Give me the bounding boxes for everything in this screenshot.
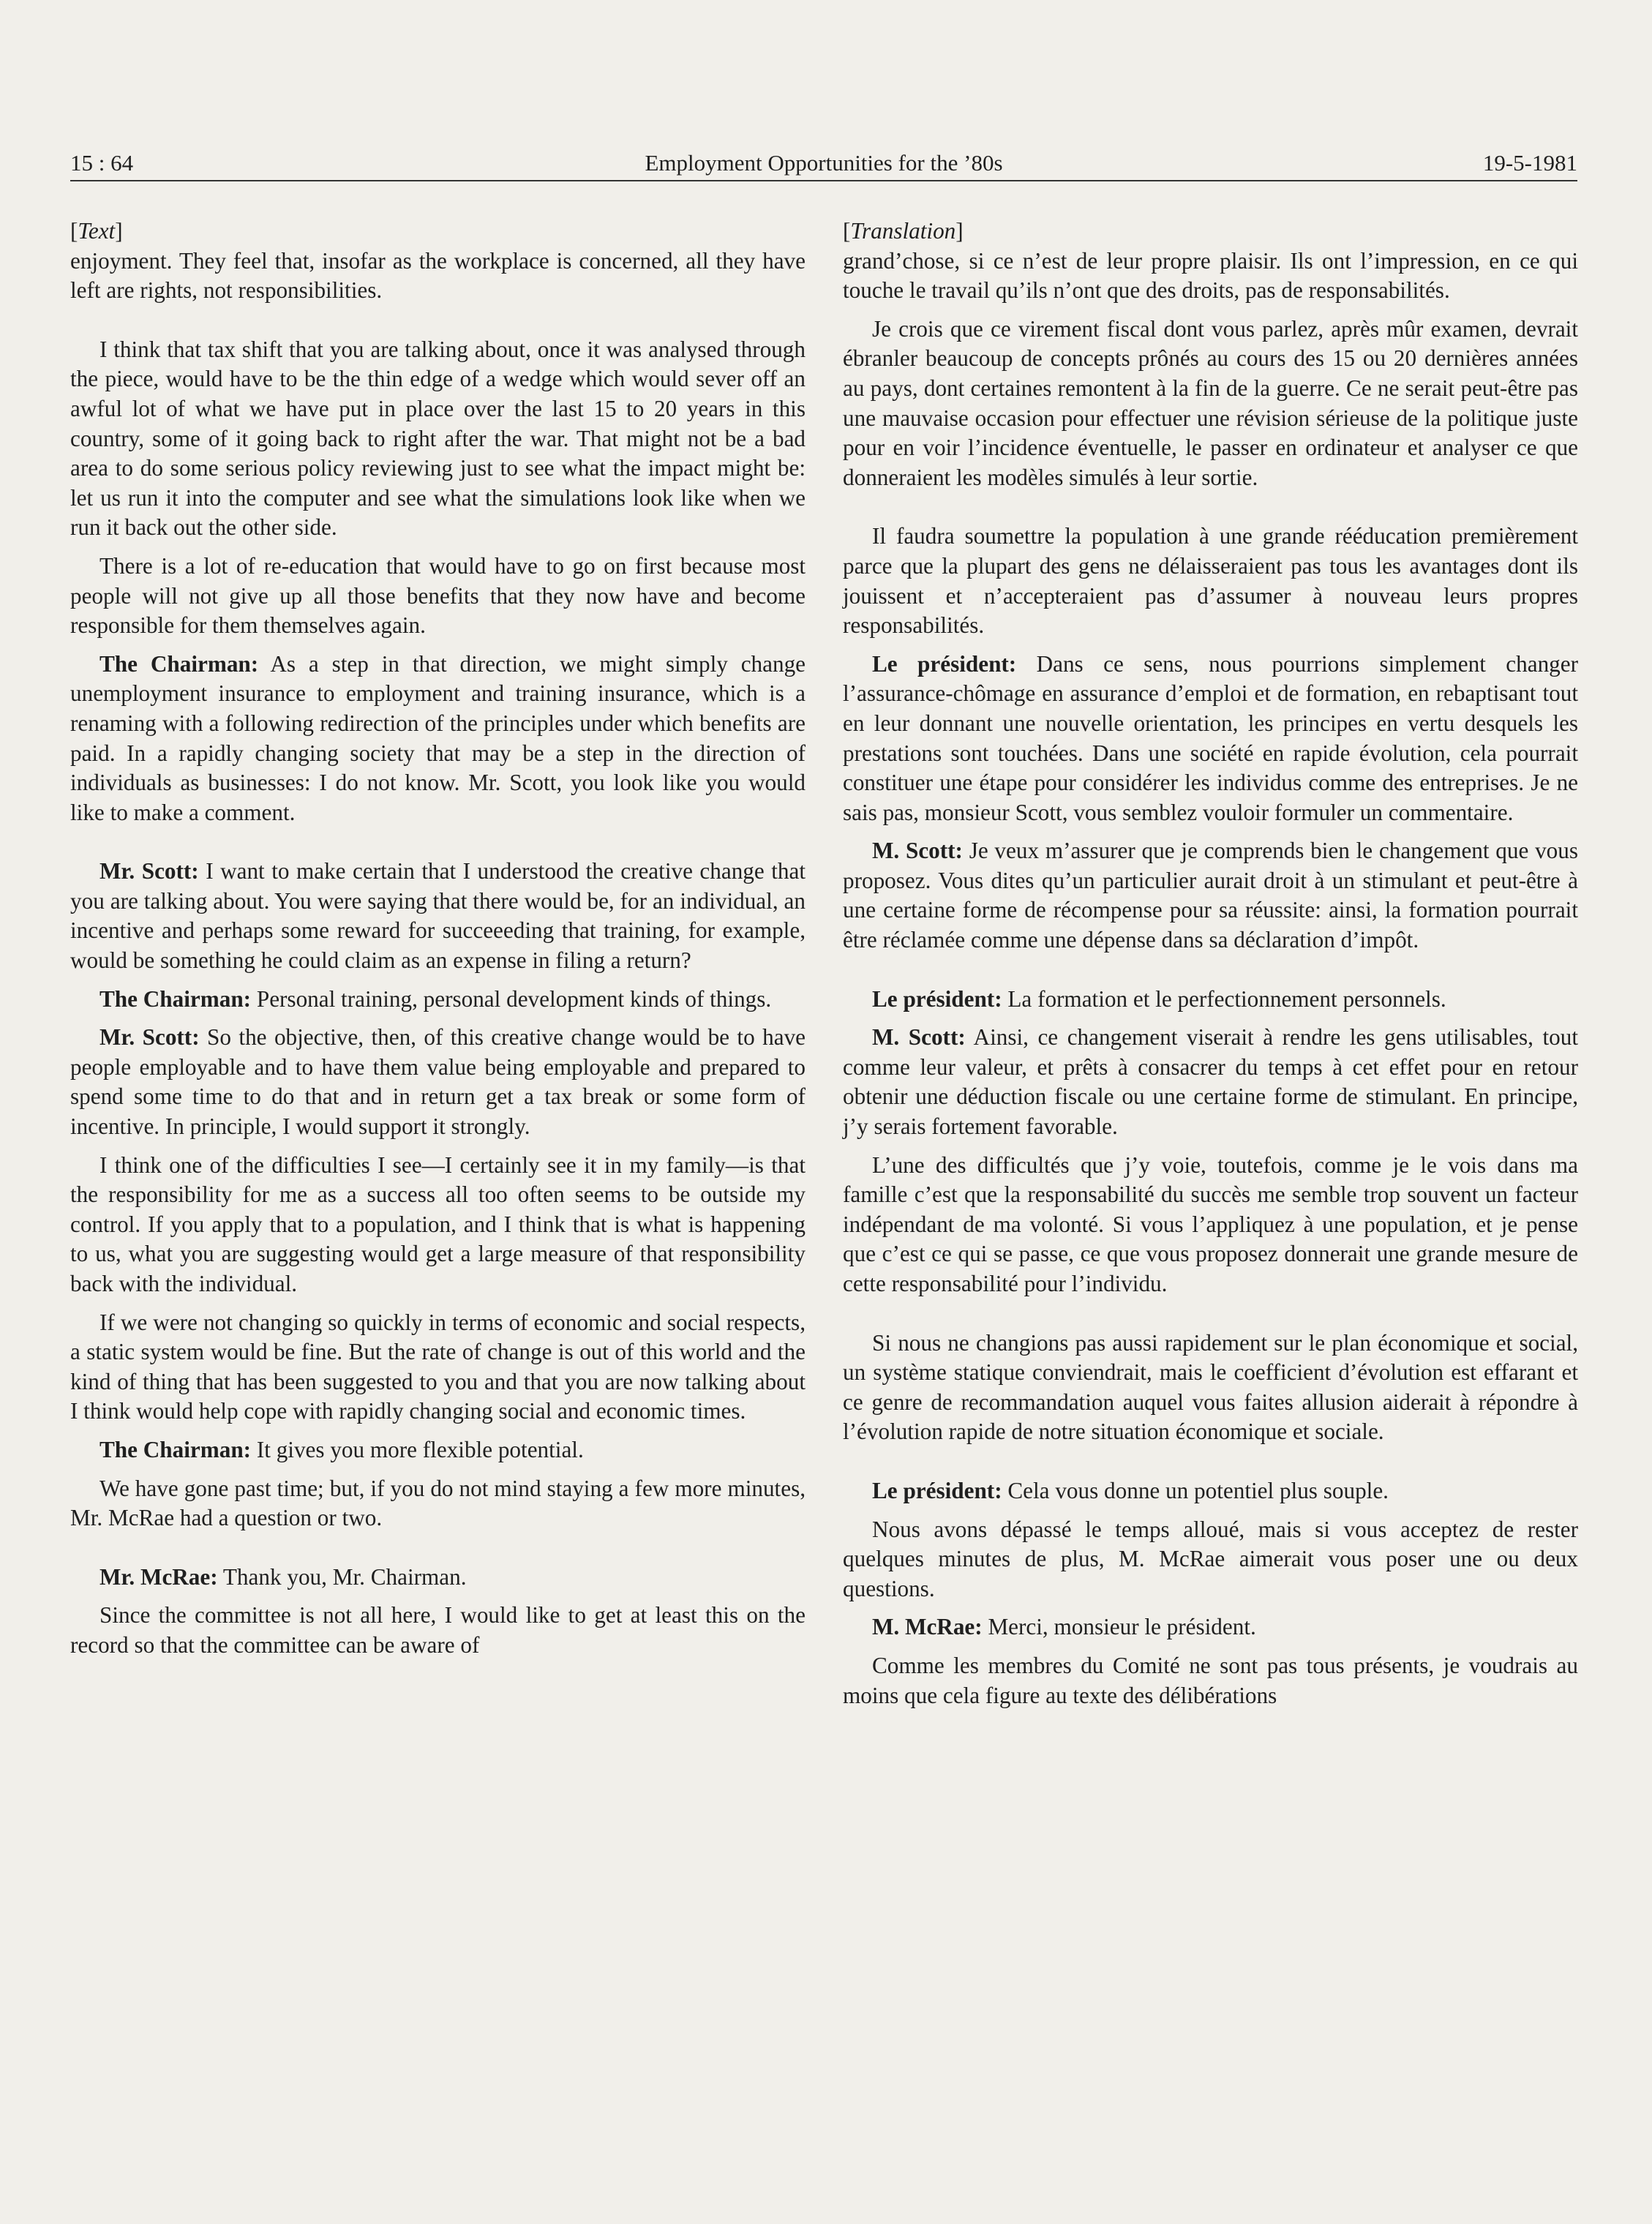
paragraph — [843, 836, 1578, 955]
paragraph — [843, 315, 1578, 493]
paragraph — [843, 247, 1578, 306]
paragraph-text: La formation et le perfectionnement personnels. — [1007, 985, 1446, 1012]
paragraph-text: L’une des difficultés que j’y voie, toutefois, comme je le vois dans ma famille c’est que la responsabilité du succès me semble trop souvent un facteur indépendant de ma volonté. Si vous l’appliquez à une population, et je pense que c’est ce qui se passe, ce que vous proposez donnerait une grande mesure de cette responsabilité pour l’individu. — [843, 1152, 1578, 1296]
speaker-name: Le président: — [872, 650, 1017, 677]
paragraph — [70, 247, 806, 306]
paragraph — [70, 1563, 806, 1593]
paragraph — [70, 1151, 806, 1299]
paragraph-text: Dans ce sens, nous pourrions simplement changer l’assurance-chômage en assurance d’emploi et de formation, en rebaptisant tout en leur donnant une nouvelle orientation, les principes en vertu desquels les prestations sont touchées. Dans une société en rapide évolution, cela pourrait constituer une étape pour considérer les individus comme des entreprises. Je ne sais pas, monsieur Scott, vous semblez vouloir formuler un commentaire. — [843, 650, 1578, 825]
paragraph — [70, 1601, 806, 1660]
paragraph-text: Il faudra soumettre la population à une grande rééducation premièrement parce que la plupart des gens ne délaisseraient pas tous les avantages dont ils jouissent et n’accepteraient pas d’assumer à nouveau leurs propres responsabilités. — [843, 523, 1578, 639]
paragraph — [843, 1651, 1578, 1710]
paragraph — [70, 552, 806, 641]
paragraph — [70, 1308, 806, 1427]
paragraph-text: As a step in that direction, we might simply change unemployment insurance to employment and training insurance, which is a renaming with a following redirection of the principles under which benefits are paid. In a rapidly changing society that may be a step in the direction of individuals as businesses: I do not know. Mr. Scott, you look like you would like to make a comment. — [70, 650, 806, 825]
paragraph-text: grand’chose, si ce n’est de leur propre plaisir. Ils ont l’impression, en ce qui touche le travail qu’ils n’ont que des droits, pas de responsabilités. — [843, 247, 1578, 304]
paragraph — [70, 650, 806, 828]
paragraph — [843, 1023, 1578, 1141]
paragraph — [70, 857, 806, 975]
speaker-name: The Chairman: — [100, 985, 252, 1012]
paragraph-text: Nous avons dépassé le temps alloué, mais si vous acceptez de rester quelques minutes de plus, M. McRae aimerait vous poser une ou deux questions. — [843, 1516, 1578, 1601]
speaker-name: The Chairman: — [100, 1436, 252, 1462]
paragraph — [843, 1329, 1578, 1447]
paragraph-text: There is a lot of re-education that would have to go on first because most people will not give up all those benefits that they now have and become responsible for them themselves again. — [70, 552, 806, 639]
paragraph — [70, 1435, 806, 1465]
page-date: 19-5-1981 — [1482, 150, 1577, 176]
column-label: [Text] — [70, 218, 123, 244]
paragraph-text: Si nous ne changions pas aussi rapidement sur le plan économique et social, un système statique conviendrait, mais le coefficient d’évolution est effarant et ce genre de recommandation auquel vous faites allusion aiderait à répondre à l’évolution rapide de notre situation économique et sociale. — [843, 1329, 1578, 1445]
french-column — [843, 217, 1578, 1719]
speaker-name: Le président: — [872, 1477, 1002, 1503]
paragraph-text: Je crois que ce virement fiscal dont vous parlez, après mûr examen, devrait ébranler beaucoup de concepts prônés au cours des 15 ou 20 dernières années au pays, dont certaines remontent à la fin de la guerre. Ce ne serait peut-être pas une mauvaise occasion pour effectuer une révision sérieuse de la politique juste pour en voir l’incidence éventuelle, le passer en ordinateur et analyser ce que donneraient les modèles simulés à leur sortie. — [843, 315, 1578, 490]
speaker-name: Le président: — [872, 985, 1002, 1012]
header-rule — [70, 180, 1577, 181]
paragraph-text: It gives you more flexible potential. — [256, 1436, 584, 1462]
paragraph — [843, 650, 1578, 828]
running-title: Employment Opportunities for the ’80s — [645, 150, 1003, 176]
paragraph — [70, 985, 806, 1015]
speaker-name: M. McRae: — [872, 1614, 983, 1640]
paragraph-text: Ainsi, ce changement viserait à rendre les gens utilisables, tout comme leur valeur, et prêts à consacrer du temps à cet effet pour en retour obtenir une déduction fiscale ou une certaine forme de stimulant. En principe, j’y serais fortement favorable. — [843, 1024, 1579, 1140]
paragraph-text: So the objective, then, of this creative change would be to have people employable and to have them value being employable and prepared to spend some time to do that and in return get a tax break or some form of incentive. In principle, I would support it strongly. — [70, 1024, 806, 1140]
paragraph-text: Cela vous donne un potentiel plus souple. — [1007, 1477, 1389, 1503]
paragraph — [70, 1023, 806, 1141]
paragraph — [843, 1612, 1578, 1642]
column-label: [Translation] — [843, 218, 964, 244]
paragraph-text: Merci, monsieur le président. — [988, 1614, 1256, 1640]
paragraph — [843, 1151, 1578, 1299]
paragraph — [70, 335, 806, 543]
speaker-name: Mr. Scott: — [100, 858, 199, 884]
paragraph — [843, 1515, 1578, 1604]
paragraph-text: I want to make certain that I understood the creative change that you are talking about. You were saying that there would be, for an individual, an incentive and perhaps some reward for succeeeding that training, for example, would be something he could claim as an expense in filing a return? — [70, 858, 806, 974]
speaker-name: The Chairman: — [100, 650, 259, 677]
paragraph-text: Comme les membres du Comité ne sont pas tous présents, je voudrais au moins que cela figure au texte des délibérations — [843, 1652, 1578, 1708]
english-column — [70, 217, 806, 1669]
paragraph — [843, 1476, 1578, 1506]
paragraph-text: Je veux m’assurer que je comprends bien le changement que vous proposez. Vous dites qu’un particulier aurait droit à un stimulant et peut-être à une certaine forme de récompense pour sa réussite: ainsi, la formation pourrait être réclamée comme une dépense dans sa déclaration d’impôt. — [843, 838, 1579, 953]
paragraph-text: Since the committee is not all here, I would like to get at least this on the record so that the committee can be aware of — [70, 1602, 806, 1658]
paragraph-text: We have gone past time; but, if you do not mind staying a few more minutes, Mr. McRae had a question or two. — [70, 1475, 806, 1531]
paragraph — [843, 985, 1578, 1015]
paragraph-text: enjoyment. They feel that, insofar as the workplace is concerned, all they have left are rights, not responsibilities. — [70, 247, 806, 304]
paragraph-text: Thank you, Mr. Chairman. — [222, 1563, 467, 1590]
paragraph — [843, 522, 1578, 640]
speaker-name: Mr. Scott: — [100, 1024, 200, 1051]
paragraph-text: I think that tax shift that you are talking about, once it was analysed through the piece, would have to be the thin edge of a wedge which would sever off an awful lot of what we have put in place over the last 15 to 20 years in this country, some of it going back to right after the war. That might not be a bad area to do some serious policy reviewing just to see what the impact might be: let us run it into the computer and see what the simulations look like when we run it back out the other side. — [70, 336, 806, 541]
paragraph — [70, 1474, 806, 1533]
speaker-name: M. Scott: — [872, 1024, 966, 1051]
page-number: 15 : 64 — [70, 150, 134, 176]
paragraph-text: I think one of the difficulties I see—I certainly see it in my family—is that the responsibility for me as a success all too often seems to be outside my control. If you apply that to a population, and I think that is what is happening to us, what you are suggesting would get a large measure of that responsibility back with the individual. — [70, 1152, 806, 1296]
speaker-name: M. Scott: — [872, 838, 963, 864]
paragraph-text: If we were not changing so quickly in terms of economic and social respects, a static system would be fine. But the rate of change is out of this world and the kind of thing that has been suggested to you and that you are now talking about I think would help cope with rapidly changing social and economic times. — [70, 1309, 806, 1424]
paragraph-text: Personal training, personal development kinds of things. — [256, 985, 772, 1012]
speaker-name: Mr. McRae: — [100, 1563, 218, 1590]
page-header — [70, 146, 1577, 180]
